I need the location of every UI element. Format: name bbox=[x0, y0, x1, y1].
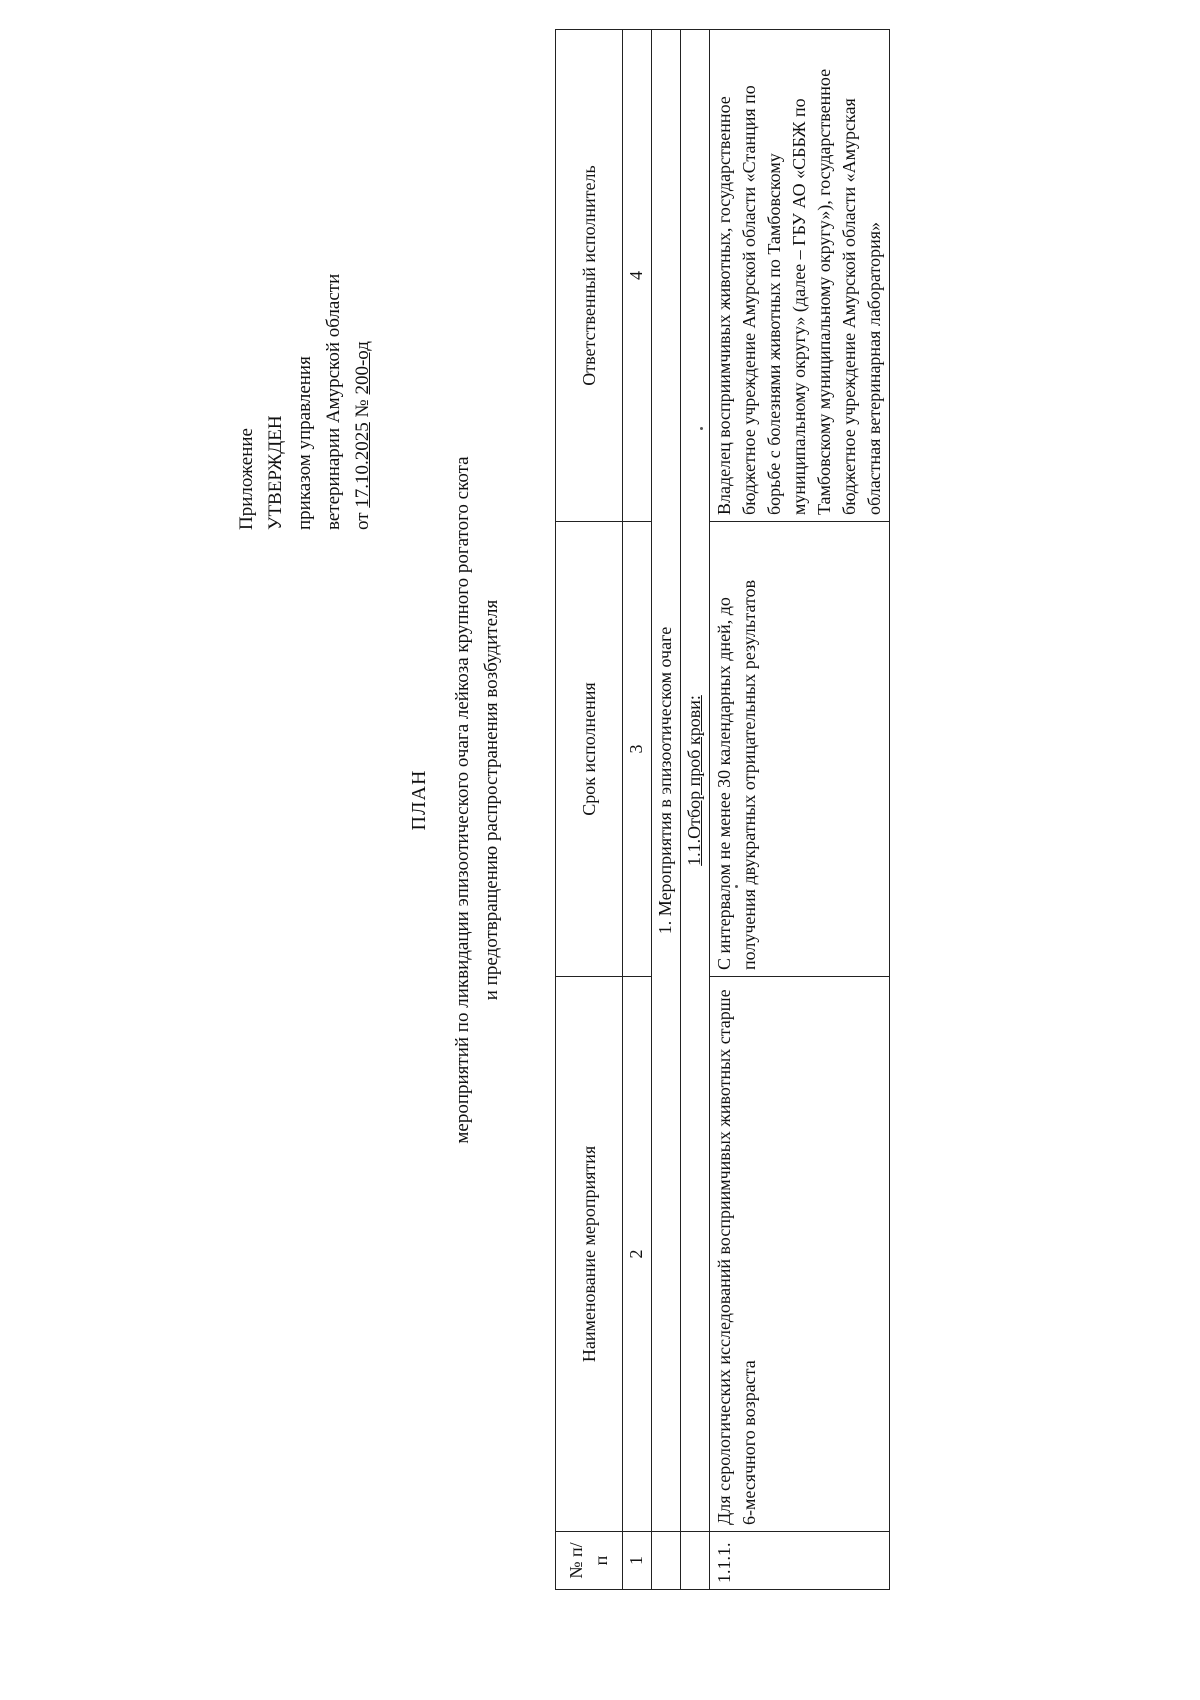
approval-stamp bbox=[232, 274, 377, 530]
subsection-number-cell bbox=[681, 1532, 710, 1590]
column-number: 1 bbox=[623, 1532, 652, 1590]
plan-subtitle-line2: и предотвращению распространения возбудителя bbox=[481, 599, 502, 1001]
plan-table bbox=[555, 29, 890, 1590]
row-activity: Для серологических исследований восприимчивых животных старше 6-месячного возраста bbox=[710, 977, 890, 1532]
approval-number-prefix: № bbox=[352, 394, 373, 423]
subsection-row bbox=[681, 30, 710, 1590]
approval-date: 17.10.2025 bbox=[352, 422, 373, 508]
section-number-cell bbox=[652, 1532, 681, 1590]
table-header-row bbox=[556, 30, 623, 1590]
section-title: 1. Мероприятия в эпизоотическом очаге bbox=[652, 30, 681, 1532]
header-deadline: Срок исполнения bbox=[556, 522, 623, 977]
plan-heading bbox=[405, 200, 506, 1400]
approval-order: приказом управления bbox=[294, 356, 315, 530]
approval-date-prefix: от bbox=[352, 507, 373, 530]
row-number: 1.1.1. bbox=[710, 1532, 890, 1590]
column-number: 3 bbox=[623, 522, 652, 977]
header-executor: Ответственный исполнитель bbox=[556, 30, 623, 522]
plan-subtitle-line1: мероприятий по ликвидации эпизоотического очага лейкоза крупного рогатого скота bbox=[452, 456, 473, 1144]
approval-appendix: Приложение bbox=[236, 428, 257, 530]
section-row bbox=[652, 30, 681, 1590]
plan-title: ПЛАН bbox=[408, 769, 430, 831]
column-number-row bbox=[623, 30, 652, 1590]
approval-department: ветеринарии Амурской области bbox=[323, 273, 344, 530]
column-number: 2 bbox=[623, 977, 652, 1532]
subsection-title-text: 1.1.Отбор проб крови: bbox=[684, 695, 704, 866]
subsection-title bbox=[681, 30, 710, 1532]
column-number: 4 bbox=[623, 30, 652, 522]
header-activity: Наименование мероприятия bbox=[556, 977, 623, 1532]
approval-date-line bbox=[348, 274, 377, 530]
approval-number: 200-од bbox=[352, 341, 373, 395]
row-deadline: С интервалом не менее 30 календарных дней, до получения двукратных отрицательных результатов bbox=[710, 522, 890, 977]
table-row bbox=[710, 30, 890, 1590]
scan-speck bbox=[735, 885, 738, 888]
header-number: № п/п bbox=[556, 1532, 623, 1590]
scan-speck bbox=[700, 427, 703, 430]
approval-status: УТВЕРЖДЕН bbox=[265, 415, 286, 530]
row-executor: Владелец восприимчивых животных, государственное бюджетное учреждение Амурской области «Станция по борьбе с болезнями животных по Тамбовскому муниципальному округу» (далее – ГБУ АО «СББЖ по Тамбовскому муниципальному округу»), государственное бюджетное учреждение Амурской области «Амурская областная ветеринарная лаборатория» bbox=[710, 30, 890, 522]
